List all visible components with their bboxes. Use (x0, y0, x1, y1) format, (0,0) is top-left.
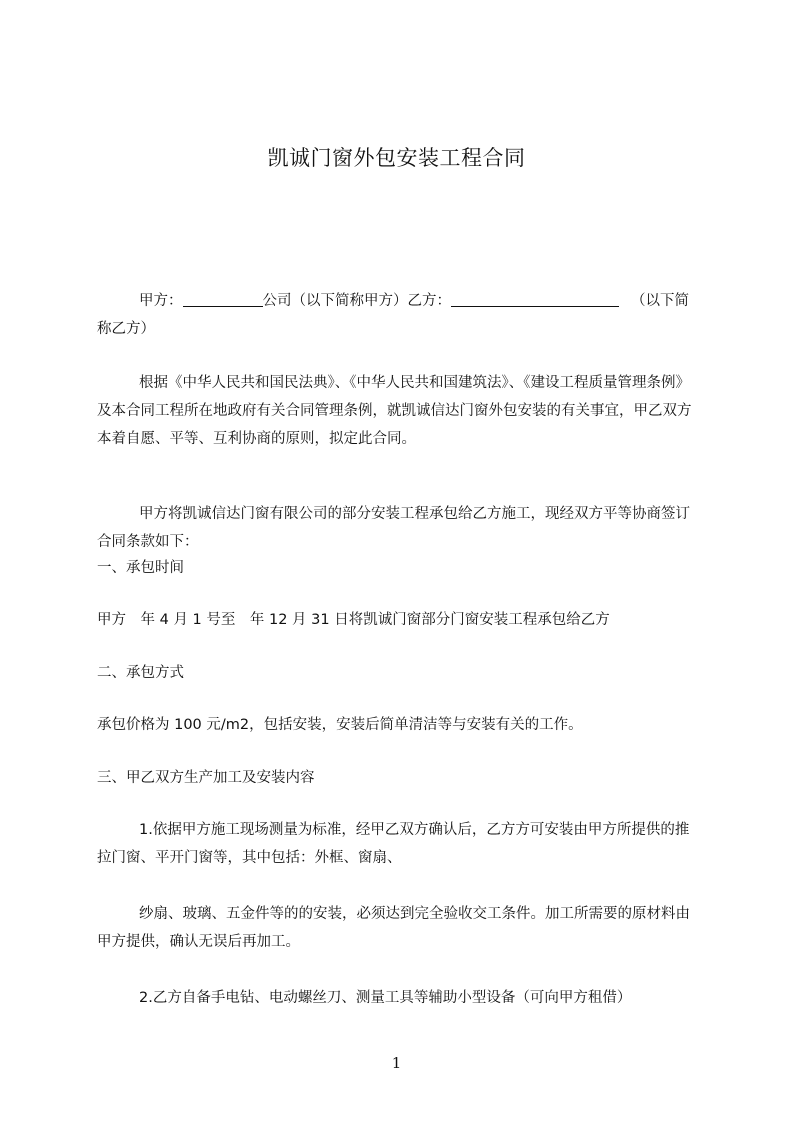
section-1-body: 甲方 年 4 月 1 号至 年 12 月 31 日将凯诚门窗部分门窗安装工程承包给乙方 (97, 612, 610, 628)
basis-paragraph: 根据《中华人民共和国民法典》、《中华人民共和国建筑法》、《建设工程质量管理条例》及本合同工程所在地政府有关合同管理条例，就凯诚信达门窗外包安装的有关事宜，甲乙双方本着自愿、平等、互利协商的原则，拟定此合同。 (97, 375, 692, 447)
page-number: 1 (391, 1054, 402, 1072)
section-1-heading: 一、承包时间 (97, 560, 184, 576)
document-title: 凯诚门窗外包安装工程合同 (267, 146, 526, 170)
section-2-heading: 二、承包方式 (97, 665, 184, 681)
item-1-part-2: 纱扇、玻璃、五金件等的的安装，必须达到完全验收交工条件。加工所需要的原材料由甲方提供，确认无误后再加工。 (97, 906, 690, 950)
section-2-body: 承包价格为 100 元/m2，包括安装，安装后简单清洁等与安装有关的工作。 (97, 717, 583, 733)
party-a-blank (183, 290, 263, 307)
party-a-label: 甲方： (139, 293, 183, 309)
item-2: 2.乙方自备手电钻、电动螺丝刀、测量工具等辅助小型设备（可向甲方租借） (139, 990, 632, 1006)
intro-paragraph: 甲方将凯诚信达门窗有限公司的部分安装工程承包给乙方施工，现经双方平等协商签订合同条款如下： (97, 506, 690, 550)
parties-paragraph (97, 287, 700, 343)
party-b-suffix: （以下简称乙方） (97, 293, 689, 337)
party-a-suffix: 公司（以下简称甲方）乙方： (262, 293, 451, 309)
item-1-part-1: 1.依据甲方施工现场测量为标准，经甲乙双方确认后，乙方方可安装由甲方所提供的推拉门窗、平开门窗等，其中包括：外框、窗扇、 (97, 822, 690, 866)
party-b-blank (451, 290, 619, 307)
section-3-heading: 三、甲乙双方生产加工及安装内容 (97, 770, 315, 786)
